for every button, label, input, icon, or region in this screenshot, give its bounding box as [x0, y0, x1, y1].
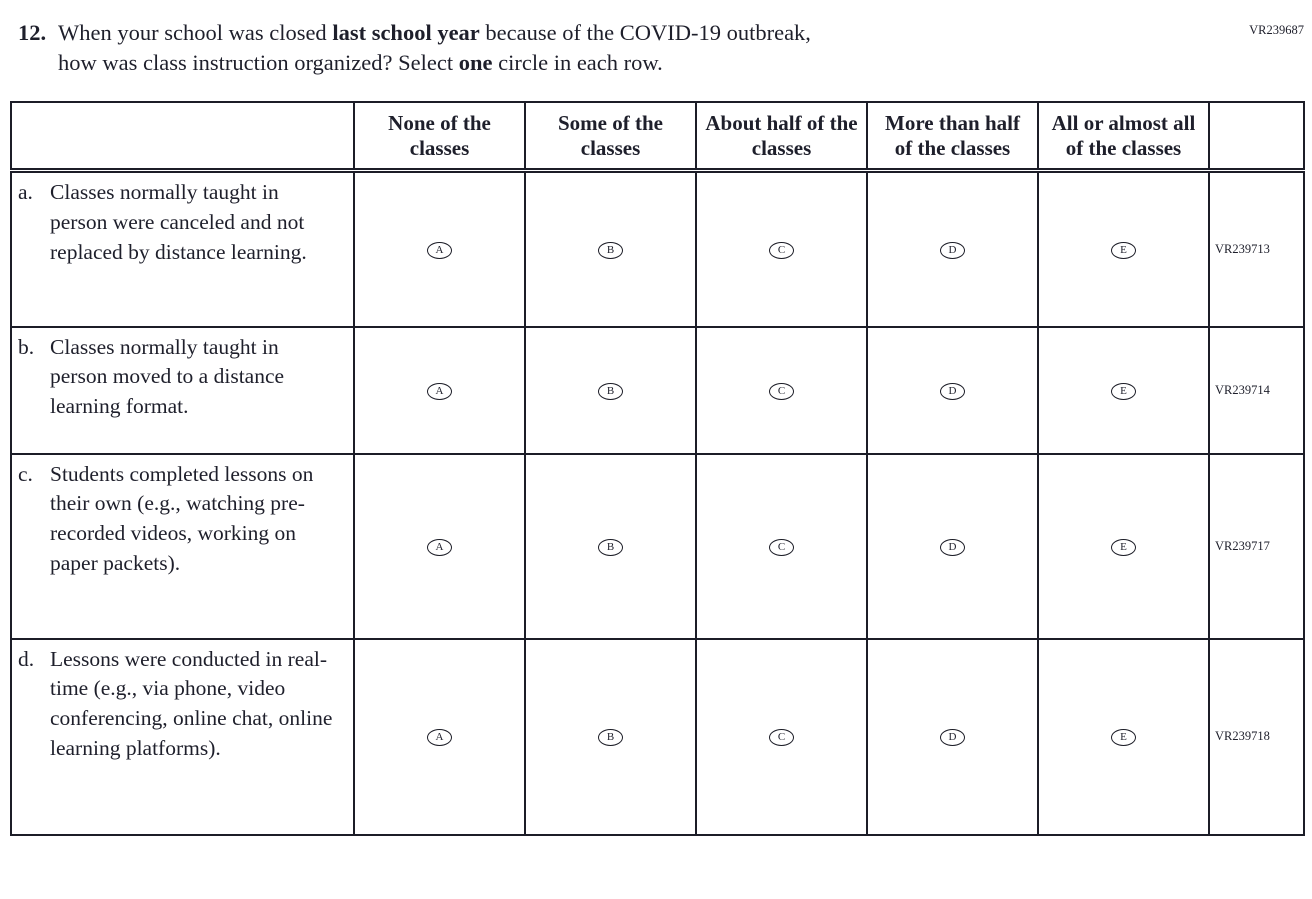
- row-a-code-cell: [1209, 171, 1304, 327]
- bubble-letter: A: [435, 731, 444, 744]
- row-c-code: VR239717: [1215, 538, 1270, 553]
- row-b-code: VR239714: [1215, 382, 1270, 397]
- bubble-letter: C: [777, 384, 786, 397]
- row-d-option-bubble-e[interactable]: [1111, 729, 1136, 746]
- row-d-code: VR239718: [1215, 729, 1270, 744]
- row-b-option-bubble-b[interactable]: [598, 383, 623, 400]
- row-b-option-bubble-a[interactable]: [427, 383, 452, 400]
- bubble-letter: B: [606, 384, 615, 397]
- row-a-option-b-cell: [525, 171, 696, 327]
- row-d-option-b-cell: [525, 639, 696, 835]
- row-b-option-e-cell: [1038, 327, 1209, 454]
- bubble-letter: A: [435, 244, 444, 257]
- column-header-all: All or almost all of the classes: [1038, 102, 1209, 171]
- form-code-top-right: VR239687: [1249, 23, 1304, 37]
- row-b-option-bubble-c[interactable]: [769, 383, 794, 400]
- question-line1-part2: because of the COVID-19 outbreak,: [479, 20, 811, 45]
- row-c-option-e-cell: [1038, 454, 1209, 639]
- row-b-letter: b.: [18, 334, 35, 359]
- bubble-letter: D: [948, 731, 957, 744]
- row-d-label: Lessons were conducted in real-time (e.g., via phone, video conferencing, online chat, online learning platforms).: [50, 646, 333, 760]
- row-a-option-a-cell: [354, 171, 525, 327]
- row-a-label: Classes normally taught in person were canceled and not replaced by distance learning.: [50, 180, 307, 264]
- response-grid-wrapper: [10, 101, 1312, 836]
- row-c-option-bubble-d[interactable]: [940, 539, 965, 556]
- row-b-option-d-cell: [867, 327, 1038, 454]
- row-d-option-e-cell: [1038, 639, 1209, 835]
- code-column-header: [1209, 102, 1304, 171]
- corner-cell: [11, 102, 354, 171]
- table-row-b: [11, 327, 1304, 454]
- question-line1-bold: last school year: [332, 20, 480, 45]
- row-d-option-bubble-b[interactable]: [598, 729, 623, 746]
- bubble-letter: A: [435, 384, 444, 397]
- row-d-option-c-cell: [696, 639, 867, 835]
- row-d-letter: d.: [18, 646, 35, 671]
- row-c-code-cell: [1209, 454, 1304, 639]
- row-a-option-bubble-e[interactable]: [1111, 242, 1136, 259]
- column-header-none: None of the classes: [354, 102, 525, 171]
- row-c-option-bubble-b[interactable]: [598, 539, 623, 556]
- row-b-option-b-cell: [525, 327, 696, 454]
- row-d-option-d-cell: [867, 639, 1038, 835]
- question-block: [18, 18, 1282, 79]
- row-a-code: VR239713: [1215, 242, 1270, 257]
- row-a-option-c-cell: [696, 171, 867, 327]
- column-header-more-than-half: More than half of the classes: [867, 102, 1038, 171]
- bubble-letter: B: [606, 731, 615, 744]
- row-b-option-bubble-e[interactable]: [1111, 383, 1136, 400]
- bubble-letter: E: [1120, 540, 1127, 553]
- bubble-letter: A: [435, 540, 444, 553]
- row-d-option-bubble-a[interactable]: [427, 729, 452, 746]
- question-number: 12.: [18, 20, 47, 45]
- row-a-option-bubble-a[interactable]: [427, 242, 452, 259]
- bubble-letter: B: [606, 244, 615, 257]
- response-grid: [10, 101, 1305, 836]
- row-c-letter: c.: [18, 461, 33, 486]
- row-c-label-cell: [11, 454, 354, 639]
- row-c-option-c-cell: [696, 454, 867, 639]
- bubble-letter: C: [777, 540, 786, 553]
- question-text: [58, 18, 811, 79]
- row-c-option-bubble-a[interactable]: [427, 539, 452, 556]
- row-b-code-cell: [1209, 327, 1304, 454]
- row-d-code-cell: [1209, 639, 1304, 835]
- row-d-option-bubble-d[interactable]: [940, 729, 965, 746]
- column-header-about-half: About half of the classes: [696, 102, 867, 171]
- bubble-letter: D: [948, 540, 957, 553]
- bubble-letter: C: [777, 731, 786, 744]
- bubble-letter: E: [1120, 244, 1127, 257]
- question-line2-bold: one: [458, 50, 493, 76]
- bubble-letter: D: [948, 244, 957, 257]
- table-row-c: [11, 454, 1304, 639]
- row-a-option-d-cell: [867, 171, 1038, 327]
- row-d-option-a-cell: [354, 639, 525, 835]
- row-b-option-c-cell: [696, 327, 867, 454]
- table-row-a: [11, 171, 1304, 327]
- question-line1-part1: When your school was closed: [58, 20, 333, 45]
- column-header-some: Some of the classes: [525, 102, 696, 171]
- table-row-d: [11, 639, 1304, 835]
- row-b-option-bubble-d[interactable]: [940, 383, 965, 400]
- row-b-option-a-cell: [354, 327, 525, 454]
- row-a-option-bubble-c[interactable]: [769, 242, 794, 259]
- bubble-letter: B: [606, 540, 615, 553]
- row-b-label: Classes normally taught in person moved to a distance learning format.: [50, 334, 285, 419]
- row-c-option-bubble-c[interactable]: [769, 539, 794, 556]
- row-c-option-b-cell: [525, 454, 696, 639]
- bubble-letter: D: [948, 384, 957, 397]
- question-line2-part1: how was class instruction organized? Select: [58, 50, 459, 76]
- row-a-option-bubble-b[interactable]: [598, 242, 623, 259]
- question-line2-part2: circle in each row.: [492, 50, 663, 76]
- row-d-option-bubble-c[interactable]: [769, 729, 794, 746]
- row-c-option-a-cell: [354, 454, 525, 639]
- row-d-label-cell: [11, 639, 354, 835]
- row-a-option-bubble-d[interactable]: [940, 242, 965, 259]
- row-c-option-bubble-e[interactable]: [1111, 539, 1136, 556]
- header-row: [11, 102, 1304, 171]
- row-a-option-e-cell: [1038, 171, 1209, 327]
- row-c-option-d-cell: [867, 454, 1038, 639]
- bubble-letter: E: [1120, 384, 1127, 397]
- row-b-label-cell: [11, 327, 354, 454]
- row-a-label-cell: [11, 171, 354, 327]
- row-a-letter: a.: [18, 180, 33, 205]
- bubble-letter: C: [777, 244, 786, 257]
- bubble-letter: E: [1120, 731, 1127, 744]
- row-c-label: Students completed lessons on their own (e.g., watching pre-recorded videos, working on paper packets).: [50, 461, 314, 575]
